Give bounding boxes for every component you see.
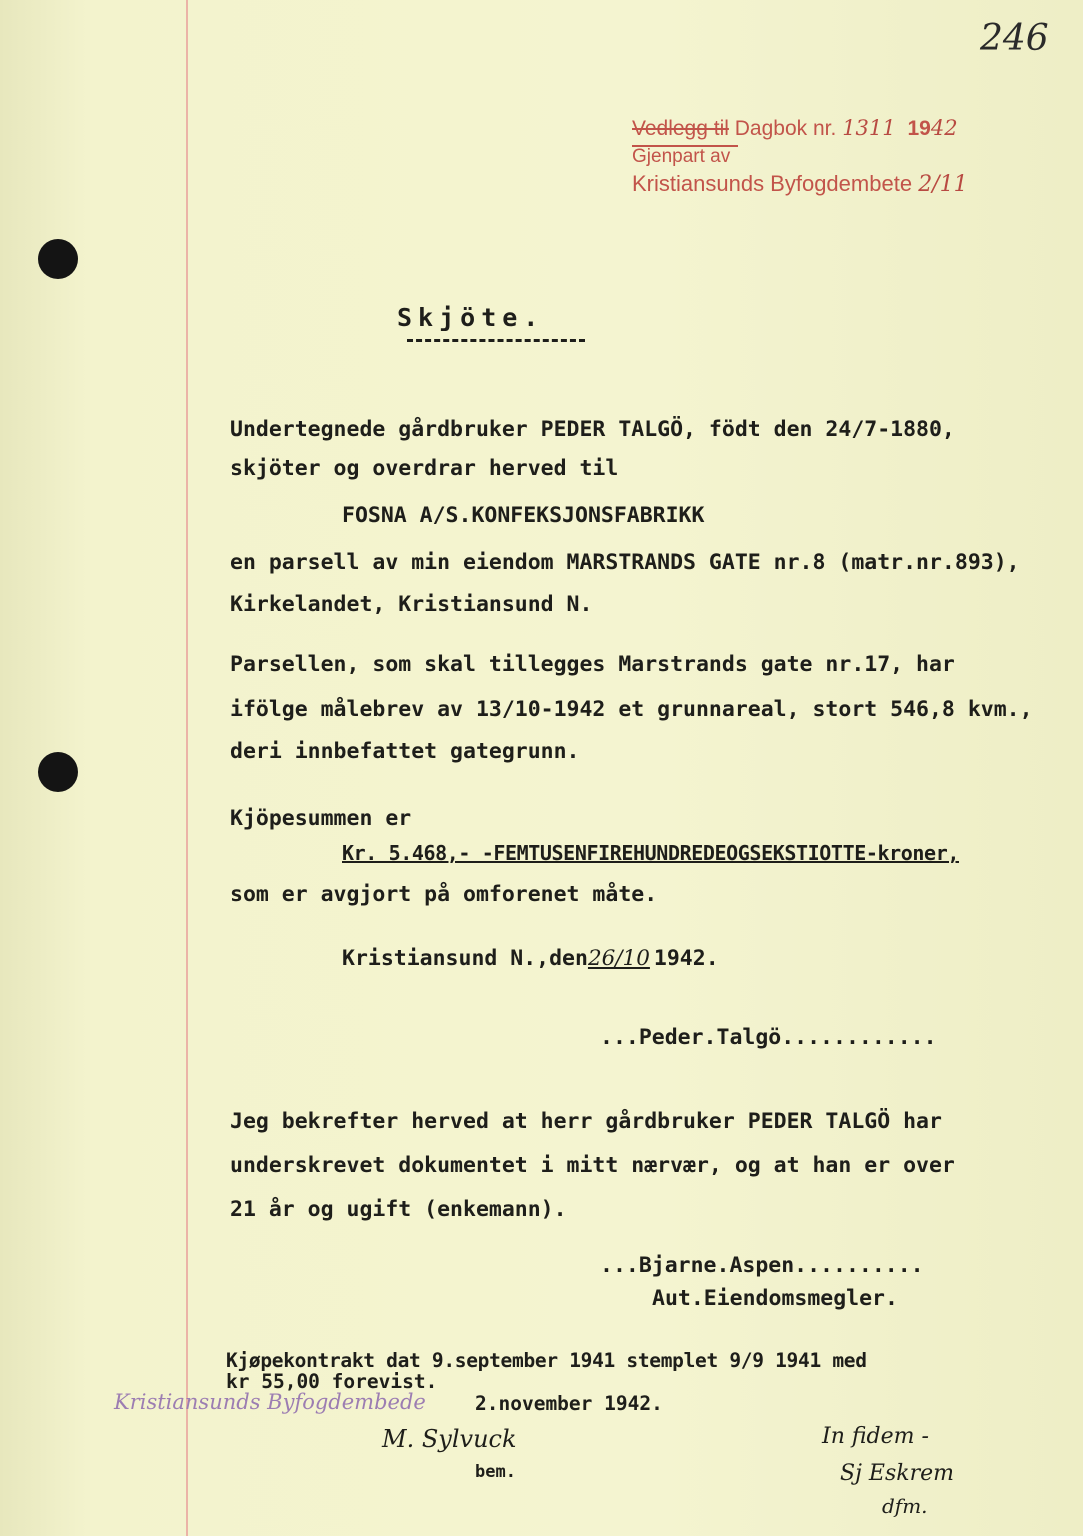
paragraph-2-line-2: ifölge målebrev av 13/10-1942 et grunnareal, stort 546,8 kvm., (230, 697, 1033, 722)
paragraph-1-line-4: Kirkelandet, Kristiansund N. (230, 592, 593, 617)
document-title: Skjöte. (397, 303, 545, 332)
stamp-line-2: Gjenpart av (632, 146, 731, 167)
place-date-handwritten: 26/10 (587, 946, 650, 971)
stamp-office: Kristiansunds Byfogdembete (632, 171, 913, 196)
paragraph-1-line-2: skjöter og overdrar herved til (230, 456, 619, 481)
place-date-line (342, 946, 719, 971)
official-signature: M. Sylvuck (382, 1425, 517, 1453)
paragraph-1-line-3: en parsell av min eiendom MARSTRANDS GATE nr.8 (matr.nr.893), (230, 550, 1020, 575)
court-stamp: Kristiansunds Byfogdembede (114, 1390, 426, 1414)
title-underline (407, 339, 585, 342)
in-fidem-line-2: Sj Eskrem (840, 1461, 954, 1486)
in-fidem-line-1: In fidem - (822, 1424, 929, 1449)
note-line-1: Kjøpekontrakt dat 9.september 1941 stemplet 9/9 1941 med (226, 1349, 867, 1372)
paragraph-2-line-3: deri innbefattet gategrunn. (230, 739, 580, 764)
paragraph-3-line-1: Kjöpesummen er (230, 806, 412, 831)
stamp-line-3 (632, 171, 968, 197)
witness-signature: ...Bjarne.Aspen.......... (600, 1253, 924, 1278)
page-number: 246 (980, 18, 1049, 59)
seller-signature: ...Peder.Talgö............ (600, 1025, 937, 1050)
stamp-year-prefix: 19 (907, 117, 931, 140)
stamp-line-1 (632, 116, 958, 141)
paragraph-4-line-3: 21 år og ugift (enkemann). (230, 1197, 567, 1222)
stamp-dagbok-number: 1311 (842, 116, 896, 140)
paragraph-3-line-3: som er avgjort på omforenet måte. (230, 882, 658, 907)
recipient-name: FOSNA A/S.KONFEKSJONSFABRIKK (342, 503, 705, 528)
punch-hole (38, 239, 78, 279)
witness-title: Aut.Eiendomsmegler. (652, 1286, 898, 1311)
stamp-struck-text: Vedlegg til (632, 117, 729, 140)
paragraph-4-line-2: underskrevet dokumentet i mitt nærvær, og at han er over (230, 1153, 955, 1178)
place-year: 1942. (653, 946, 719, 971)
place-prefix: Kristiansund N.,den (342, 946, 588, 971)
paragraph-2-line-1: Parsellen, som skal tillegges Marstrands gate nr.17, har (230, 652, 955, 677)
note-line-2: kr 55,00 forevist. (226, 1370, 438, 1393)
purchase-price: Kr. 5.468,- -FEMTUSENFIREHUNDREDEOGSEKSTIOTTE-kroner, (342, 841, 959, 865)
bem-note: bem. (475, 1462, 516, 1482)
margin-rule (186, 0, 188, 1536)
in-fidem-line-3: dfm. (882, 1494, 928, 1518)
punch-hole (38, 752, 78, 792)
paragraph-1-line-1: Undertegnede gårdbruker PEDER TALGÖ, födt den 24/7-1880, (230, 417, 955, 442)
stamp-dagbok-label: Dagbok nr. (734, 117, 837, 140)
stamp-date-handwritten: 2/11 (918, 172, 968, 197)
stamp-year-handwritten: 42 (930, 116, 958, 140)
note-date: 2.november 1942. (475, 1392, 663, 1415)
paragraph-4-line-1: Jeg bekrefter herved at herr gårdbruker PEDER TALGÖ har (230, 1109, 942, 1134)
